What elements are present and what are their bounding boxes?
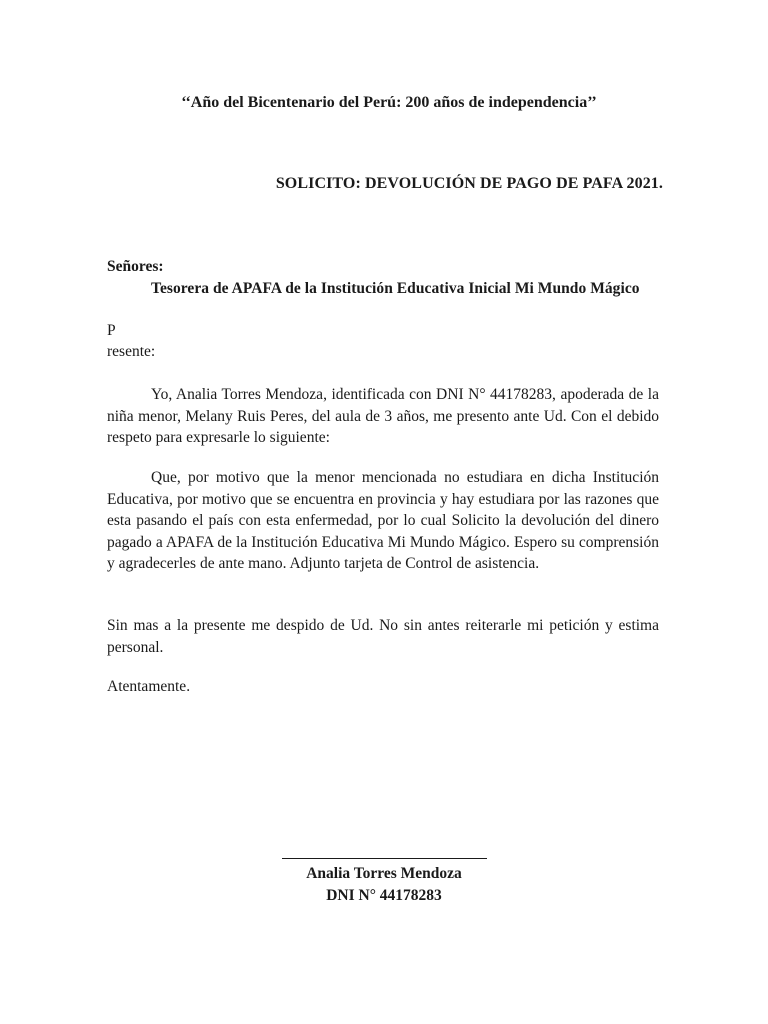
signature-line [282,858,487,859]
closing-text: Atentamente. [107,678,191,695]
body-paragraph-request: Que, por motivo que la menor mencionada no estudiara en dicha Institución Educativa, por motivo que se encuentra en provincia y hay estudiara por las razones que esta pasando el país con esta enfermedad, por lo cual Solicito la devolución del dinero pagado a APAFA de la Institución Educativa Mi Mundo Mágico. Espero su comprensión y agradecerles de ante mano. Adjunto tarjeta de Control de asistencia. [107,469,659,572]
signatory-name: Analia Torres Mendoza [306,865,462,882]
request-subject: SOLICITO: DEVOLUCIÓN DE PAGO DE PAFA 2021. [275,175,663,192]
body-paragraph-farewell: Sin mas a la presente me despido de Ud. No sin antes reiterarle mi petición y estima personal. [107,617,659,656]
body-paragraph-intro: Yo, Analia Torres Mendoza, identificada con DNI N° 44178283, apoderada de la niña menor, Melany Ruis Peres, del aula de 3 años, me presento ante Ud. Con el debido respeto para expresarle lo siguiente: [107,386,659,446]
recipient-line: Tesorera de APAFA de la Institución Educativa Inicial Mi Mundo Mágico [151,280,640,297]
signatory-dni: DNI N° 44178283 [326,887,442,904]
presente-rest: resente: [107,343,156,360]
presente-first-letter: P [107,322,116,339]
commemorative-motto: ‘‘Año del Bicentenario del Perú: 200 años de independencia’’ [181,94,597,111]
salutation: Señores: [107,258,164,275]
